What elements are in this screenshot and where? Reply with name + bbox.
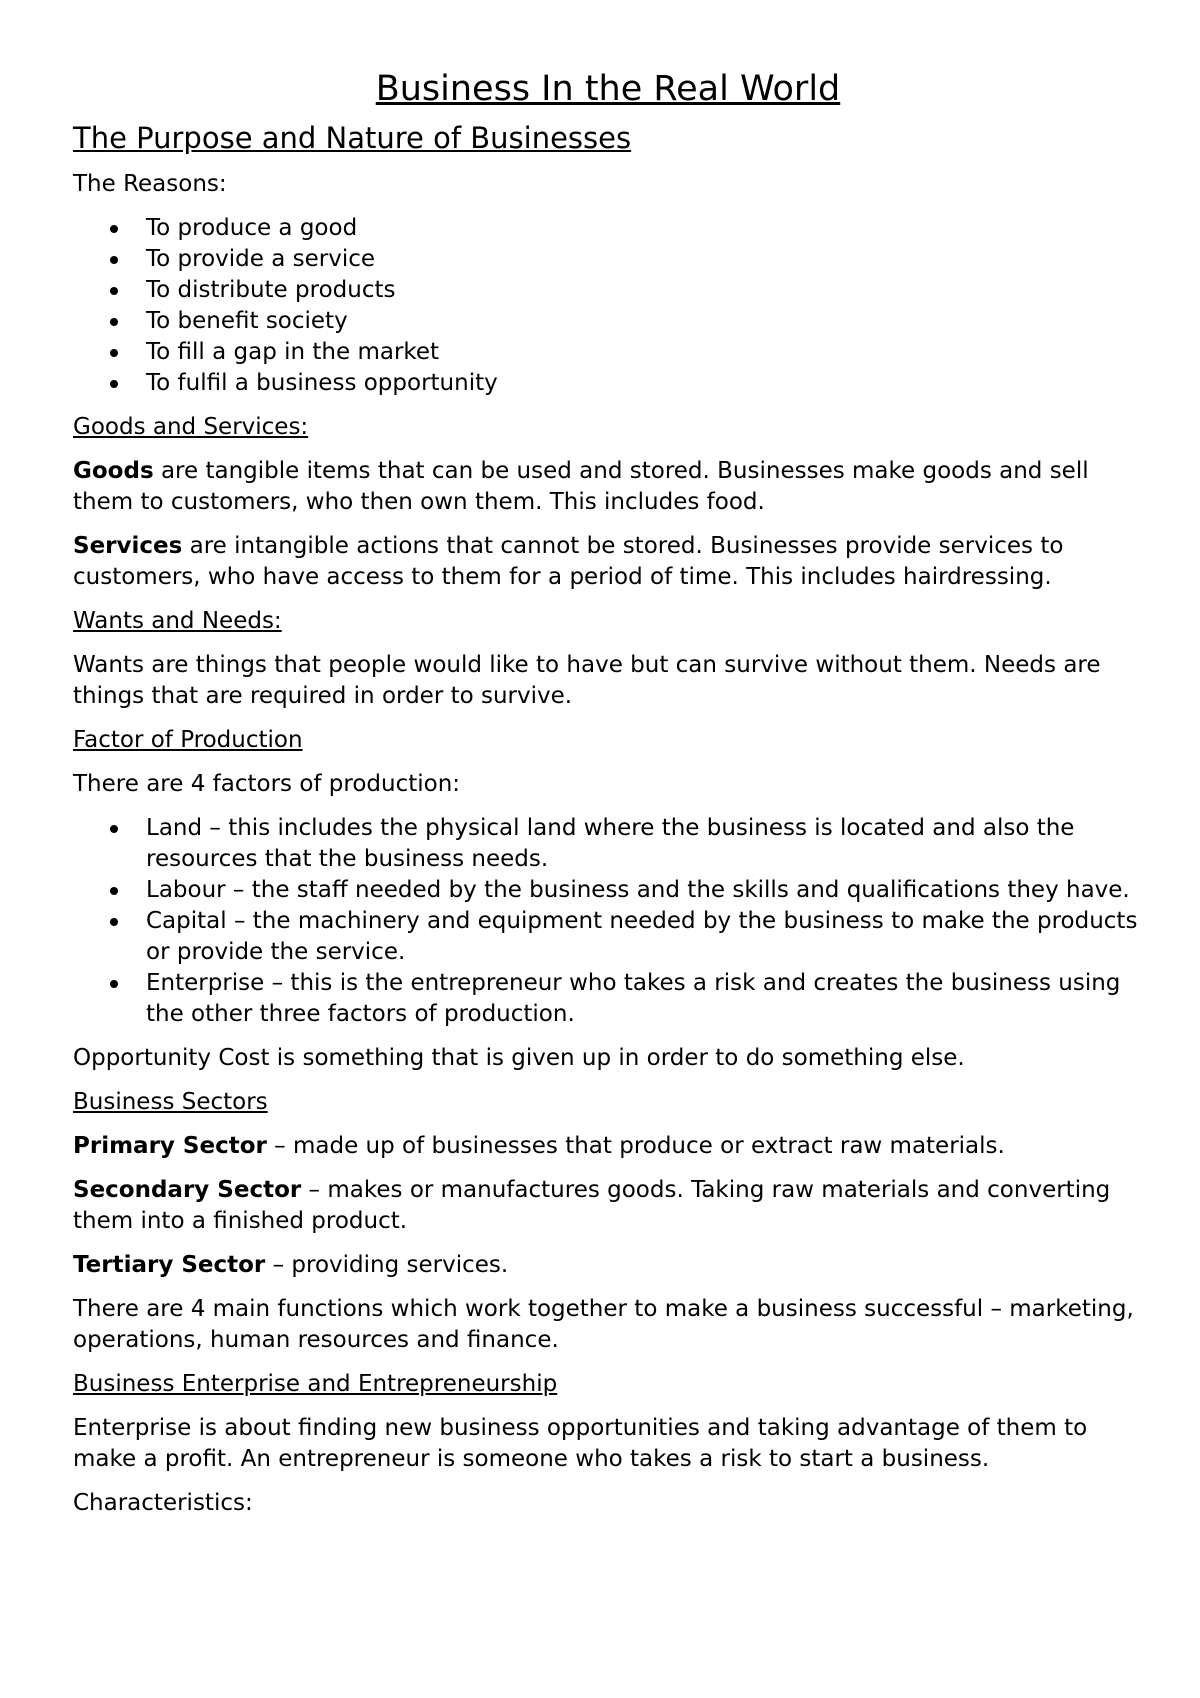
wants-needs-paragraph: Wants are things that people would like to have but can survive without them. Needs are things that are required in order to survive. [73, 652, 1101, 709]
goods-paragraph [73, 456, 1143, 518]
reasons-list [73, 213, 1143, 399]
secondary-sector-text: – makes or manufactures goods. Taking raw materials and converting them into a finished product. [73, 1177, 1111, 1234]
list-item: To distribute products [73, 275, 1143, 306]
primary-sector-text: – made up of businesses that produce or extract raw materials. [266, 1133, 1005, 1159]
services-paragraph [73, 531, 1143, 593]
enterprise-paragraph: Enterprise is about finding new business opportunities and taking advantage of them to make a profit. An entrepreneur is someone who takes a risk to start a business. [73, 1415, 1088, 1472]
tertiary-sector-text: – providing services. [265, 1252, 509, 1278]
document-page [73, 68, 1143, 1532]
list-item: To produce a good [73, 213, 1143, 244]
primary-sector-term: Primary Sector [73, 1133, 267, 1159]
functions-paragraph: There are 4 main functions which work together to make a business successful – marketing, operations, human resources and finance. [73, 1296, 1134, 1353]
enterprise-heading: Business Enterprise and Entrepreneurship [73, 1371, 558, 1397]
list-item: Capital – the machinery and equipment needed by the business to make the products or provide the service. [73, 906, 1143, 968]
document-title: Business In the Real World [375, 69, 841, 109]
factors-intro: There are 4 factors of production: [73, 771, 461, 797]
opportunity-cost-paragraph: Opportunity Cost is something that is given up in order to do something else. [73, 1045, 965, 1071]
factors-list [73, 813, 1143, 1030]
secondary-sector-paragraph [73, 1175, 1143, 1237]
wants-needs-heading: Wants and Needs: [73, 608, 282, 634]
list-item: Land – this includes the physical land where the business is located and also the resources that the business needs. [73, 813, 1143, 875]
factors-heading: Factor of Production [73, 727, 303, 753]
goods-services-heading: Goods and Services: [73, 414, 309, 440]
tertiary-sector-paragraph [73, 1250, 1143, 1281]
sectors-heading: Business Sectors [73, 1089, 268, 1115]
list-item: To provide a service [73, 244, 1143, 275]
section-heading: The Purpose and Nature of Businesses [73, 121, 632, 155]
list-item: Labour – the staff needed by the business and the skills and qualifications they have. [73, 875, 1143, 906]
characteristics-label: Characteristics: [73, 1490, 253, 1516]
goods-text: are tangible items that can be used and stored. Businesses make goods and sell them to customers, who then own them. This includes food. [73, 458, 1089, 515]
list-item: To benefit society [73, 306, 1143, 337]
list-item: To fill a gap in the market [73, 337, 1143, 368]
services-text: are intangible actions that cannot be stored. Businesses provide services to customers, who have access to them for a period of time. This includes hairdressing. [73, 533, 1064, 590]
list-item: To fulfil a business opportunity [73, 368, 1143, 399]
tertiary-sector-term: Tertiary Sector [73, 1252, 266, 1278]
services-term: Services [73, 533, 183, 559]
goods-term: Goods [73, 458, 154, 484]
list-item: Enterprise – this is the entrepreneur who takes a risk and creates the business using the other three factors of production. [73, 968, 1143, 1030]
secondary-sector-term: Secondary Sector [73, 1177, 302, 1203]
reasons-label: The Reasons: [73, 171, 227, 197]
primary-sector-paragraph [73, 1131, 1143, 1162]
